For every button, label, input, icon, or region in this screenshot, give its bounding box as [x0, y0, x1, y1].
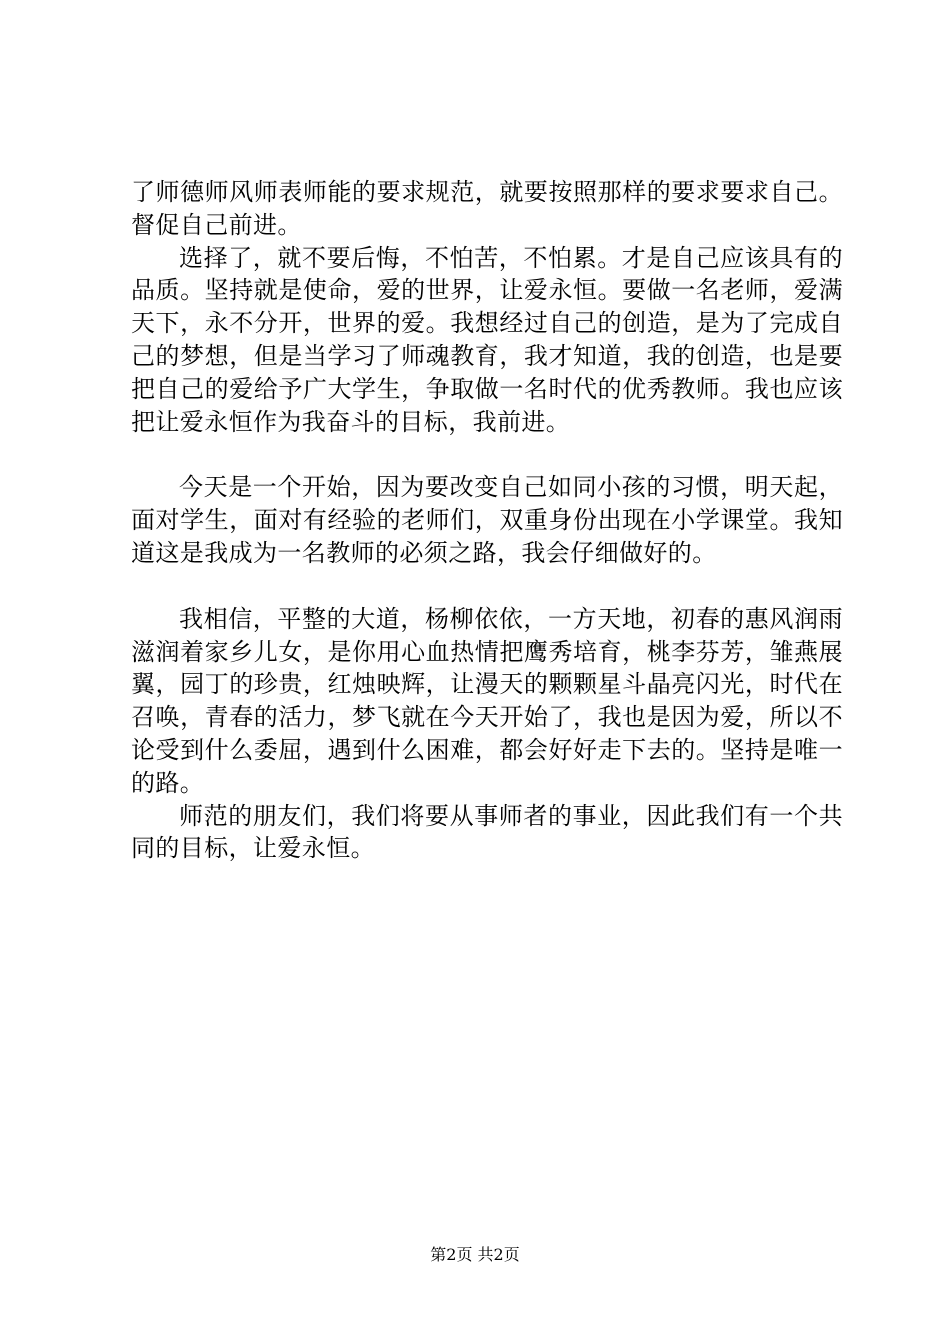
- paragraph-friends: 师范的朋友们，我们将要从事师者的事业，因此我们有一个共同的目标，让爱永恒。: [131, 801, 843, 863]
- document-body: [131, 176, 843, 865]
- paragraph-choice: 选择了，就不要后悔，不怕苦，不怕累。才是自己应该具有的品质。坚持就是使命，爱的世界，让爱永恒。要做一名老师，爱满天下，永不分开，世界的爱。我想经过自己的创造，是为了完成自己的梦想，但是当学习了师魂教育，我才知道，我的创造，也是要把自己的爱给予广大学生，争取做一名时代的优秀教师。我也应该把让爱永恒作为我奋斗的目标，我前进。: [131, 243, 843, 436]
- page-footer: 第2页 共2页: [430, 1245, 520, 1264]
- paragraph-beginning: 今天是一个开始，因为要改变自己如同小孩的习惯，明天起，面对学生，面对有经验的老师们，双重身份出现在小学课堂。我知道这是我成为一名教师的必须之路，我会仔细做好的。: [131, 473, 843, 567]
- paragraph-continuation: 了师德师风师表师能的要求规范，就要按照那样的要求要求自己。督促自己前进。: [131, 178, 843, 239]
- paragraph-belief: 我相信，平整的大道，杨柳依依，一方天地，初春的惠风润雨滋润着家乡儿女，是你用心血热情把鹰秀培育，桃李芬芳，雏燕展翼，园丁的珍贵，红烛映辉，让漫天的颗颗星斗晶亮闪光，时代在召唤，青春的活力，梦飞就在今天开始了，我也是因为爱，所以不论受到什么委屈，遇到什么困难，都会好好走下去的。坚持是唯一的路。: [131, 604, 843, 797]
